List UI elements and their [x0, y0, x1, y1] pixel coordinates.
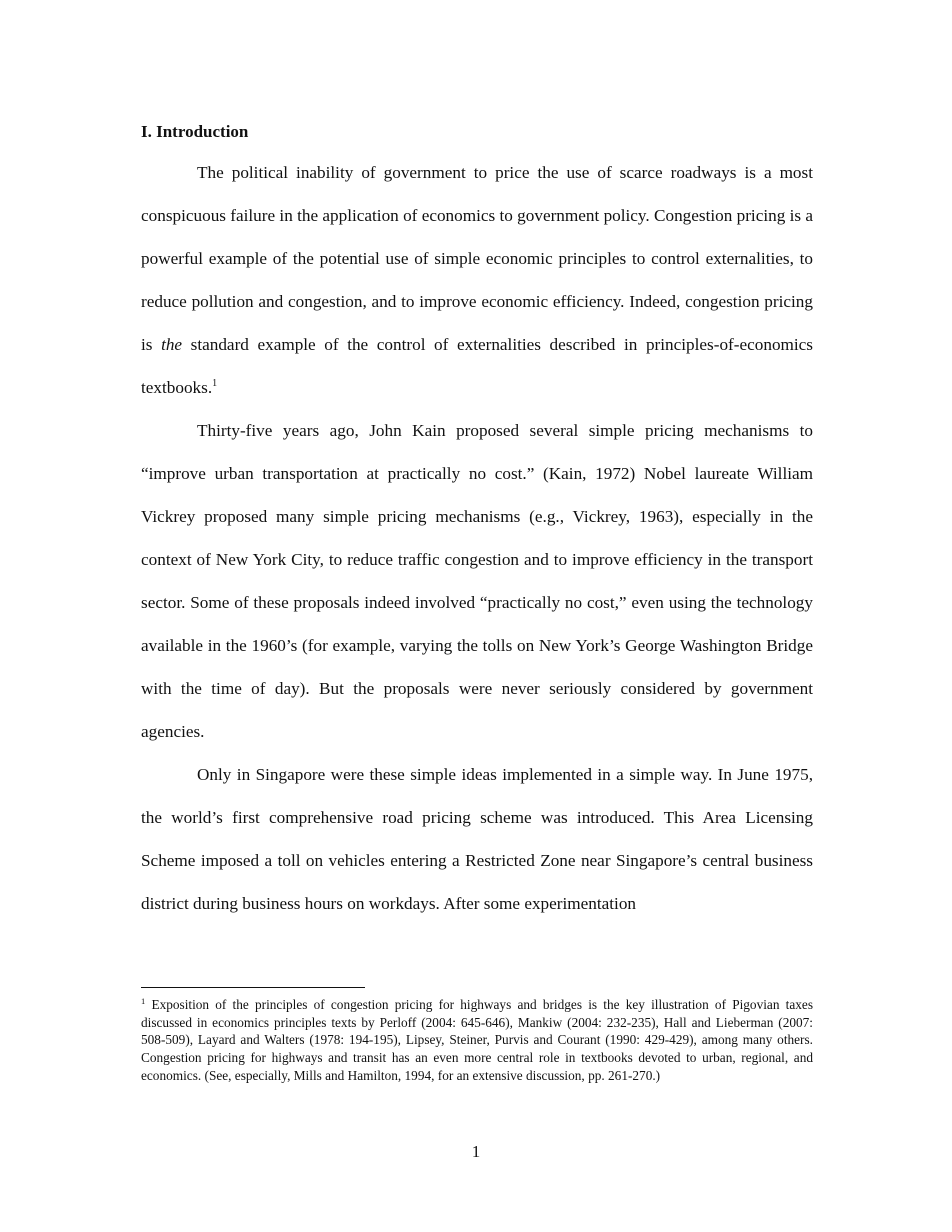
section-heading: I. Introduction: [141, 122, 249, 141]
paragraph-1-text-b: standard example of the control of externalities described in principles-of-economics textbooks.: [141, 335, 814, 397]
footnote-1: [141, 996, 813, 1085]
footnote-text: Exposition of the principles of congestion pricing for highways and bridges is the key illustration of Pigovian taxes discussed in economics principles texts by Perloff (2004: 645-646), Mankiw (2004: 232-235), Hall and Lieberman (2007: 508-509), Layard and Walters (1978: 194-195), Lipsey, Steiner, Purvis and Courant (1990: 429-429), among many others. Congestion pricing for highways and transit has an even more central role in textbooks devoted to urban, regional, and economics. (See, especially, Mills and Hamilton, 1994, for an extensive discussion, pp. 261-270.): [141, 997, 813, 1083]
paragraph-2: Thirty-five years ago, John Kain proposed several simple pricing mechanisms to “improve urban transportation at practically no cost.” (Kain, 1972) Nobel laureate William Vickrey proposed many simple pricing mechanisms (e.g., Vickrey, 1963), especially in the context of New York City, to reduce traffic congestion and to improve efficiency in the transport sector. Some of these proposals indeed involved “practically no cost,” even using the technology available in the 1960’s (for example, varying the tolls on New York’s George Washington Bridge with the time of day). But the proposals were never seriously considered by government agencies.: [141, 421, 813, 741]
footnote-ref-1[interactable]: 1: [212, 378, 218, 389]
footnote-marker: 1: [141, 996, 146, 1006]
paragraph-1-text-a: The political inability of government to price the use of scarce roadways is a most conspicuous failure in the application of economics to government policy. Congestion pricing is a powerful example of the potential use of simple economic principles to control externalities, to reduce pollution and congestion, and to improve economic efficiency. Indeed, congestion pricing is: [141, 163, 813, 354]
body-text: [141, 151, 813, 925]
footnote-divider: [141, 987, 365, 988]
page-number: 1: [471, 1142, 481, 1161]
paragraph-1: [141, 151, 813, 409]
paragraph-3: Only in Singapore were these simple ideas implemented in a simple way. In June 1975, the world’s first comprehensive road pricing scheme was introduced. This Area Licensing Scheme imposed a toll on vehicles entering a Restricted Zone near Singapore’s central business district during business hours on workdays. After some experimentation: [141, 765, 813, 913]
emphasis-the: the: [161, 335, 183, 354]
